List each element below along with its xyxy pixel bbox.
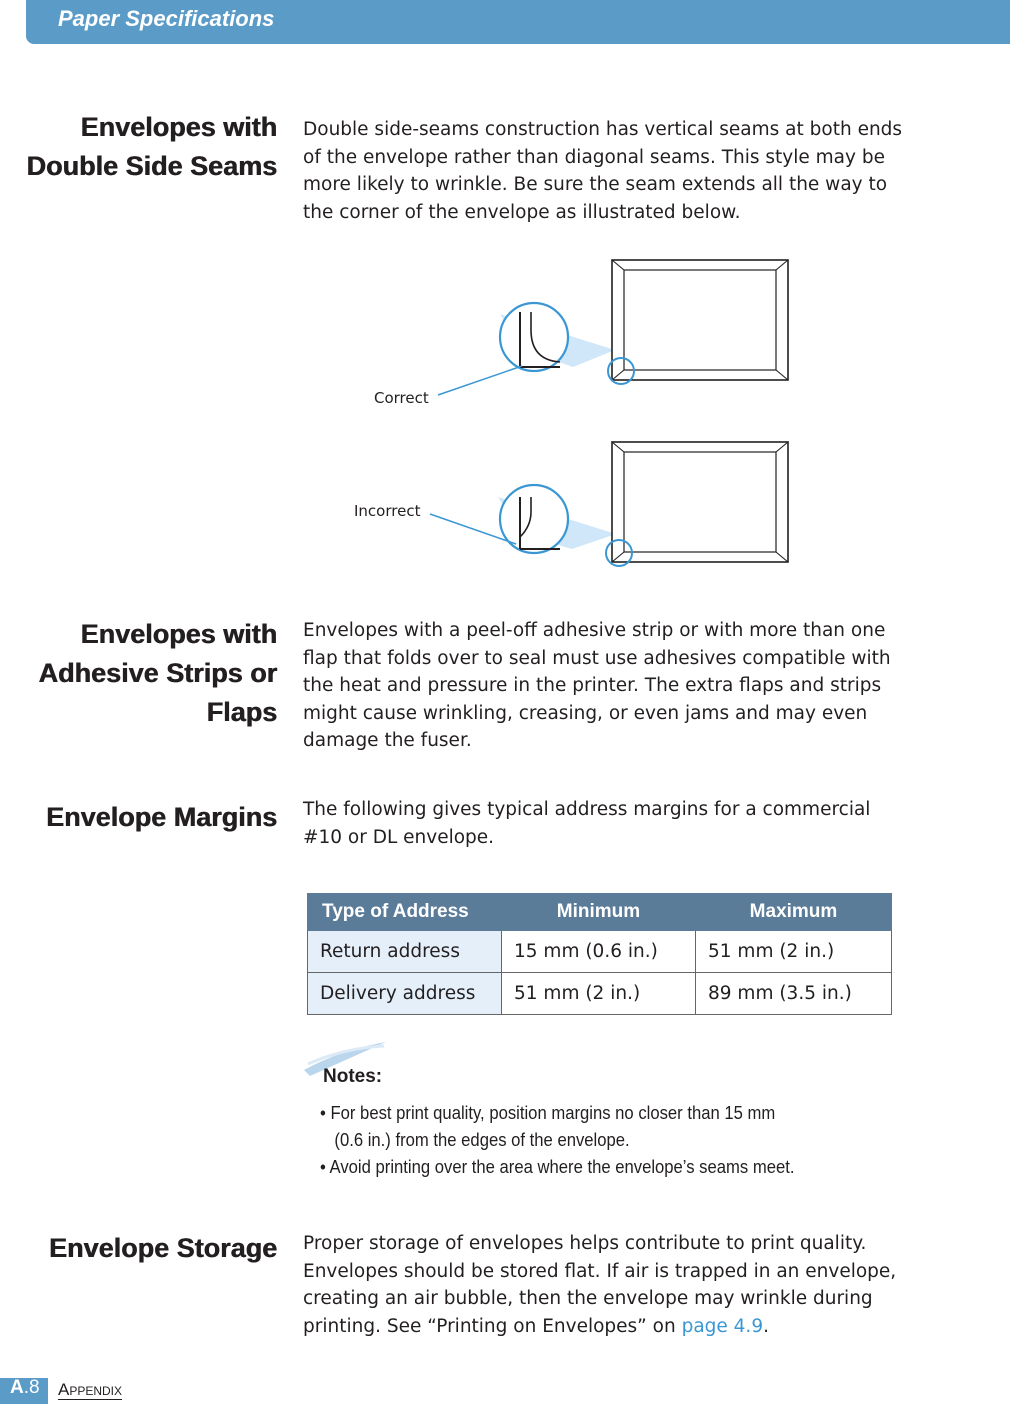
section-title-adhesive [38,615,277,732]
page-header-title: Paper Specifications [58,6,275,31]
table-cell: 51 mm (2 in.) [502,973,696,1015]
footer-chapter: A [10,1377,24,1398]
column-header: Minimum [502,894,696,931]
incorrect-envelope-illustration [354,442,788,566]
body-line: creating an air bubble, then the envelope may wrinkle during [303,1288,873,1310]
notes-title: Notes: [323,1066,383,1087]
section-title-line: Envelopes with [80,619,277,649]
envelope-seam-diagram [340,250,800,580]
storage-body [303,1230,923,1340]
footer-page: .8 [23,1377,40,1398]
note-item: • Avoid printing over the area where the envelope’s seams meet. [320,1156,795,1177]
table-cell: 51 mm (2 in.) [696,931,892,973]
body-line: the corner of the envelope as illustrated below. [303,201,741,223]
body-text-suffix: . [763,1315,769,1337]
table-cell: 89 mm (3.5 in.) [696,973,892,1015]
incorrect-label: Incorrect [354,502,421,520]
callout-line [438,366,522,395]
table-cell: Delivery address [308,973,502,1015]
body-line: Proper storage of envelopes helps contribute to print quality. [303,1233,867,1254]
margins-body [303,796,923,851]
body-line: the heat and pressure in the printer. The extra flaps and strips [303,675,882,697]
section-title-line: Flaps [206,697,277,727]
note-item: • For best print quality, position margins no closer than 15 mm [320,1102,776,1123]
body-line: flap that folds over to seal must use adhesives compatible with [303,647,891,669]
envelope-outline [612,442,788,562]
section-title-line: Double Side Seams [26,151,277,181]
correct-envelope-illustration [374,260,788,407]
envelope-outline [612,260,788,380]
body-line: Envelopes should be stored flat. If air is trapped in an envelope, [303,1260,897,1282]
body-line: #10 or DL envelope. [303,826,495,848]
body-line: of the envelope rather than diagonal seams. This style may be [303,146,885,168]
body-line: more likely to wrinkle. Be sure the seam extends all the way to [303,174,888,196]
table-cell: Return address [308,931,502,973]
page-link[interactable]: page 4.9 [681,1315,764,1337]
section-title-line: Envelope Margins [45,802,277,832]
section-title-line: Adhesive Strips or [38,658,277,688]
body-line: Double side-seams construction has vertical seams at both ends [303,119,903,140]
correct-label: Correct [374,389,429,407]
section-title-line: Envelopes with [80,112,277,142]
table-row [308,973,892,1015]
address-margins-table [307,893,892,1015]
body-line: Envelopes with a peel-off adhesive strip or with more than one [303,620,886,641]
column-header: Type of Address [308,894,502,931]
note-item-continuation: (0.6 in.) from the edges of the envelope. [334,1129,630,1150]
body-text-prefix: printing. See “Printing on Envelopes” on [303,1315,682,1337]
section-title-double-seams [26,108,277,186]
column-header: Maximum [696,894,892,931]
body-line: damage the fuser. [303,730,472,752]
magnifier-circle [500,303,568,371]
body-line-last [303,1313,923,1341]
footer-section-label: Appendix [58,1380,123,1399]
double-seams-body [303,116,923,226]
table-row [308,931,892,973]
table-cell: 15 mm (0.6 in.) [502,931,696,973]
adhesive-body [303,617,923,755]
magnifier-circle [500,485,568,553]
footer-page-number [10,1377,40,1399]
body-line: might cause wrinkling, creasing, or even jams and may even [303,702,868,724]
section-title-line: Envelope Storage [48,1233,277,1263]
notes-list [320,1099,794,1180]
section-title-storage [49,1229,277,1268]
table-header-row [308,894,892,931]
section-title-margins [46,798,277,837]
body-line: The following gives typical address margins for a commercial [303,799,871,820]
